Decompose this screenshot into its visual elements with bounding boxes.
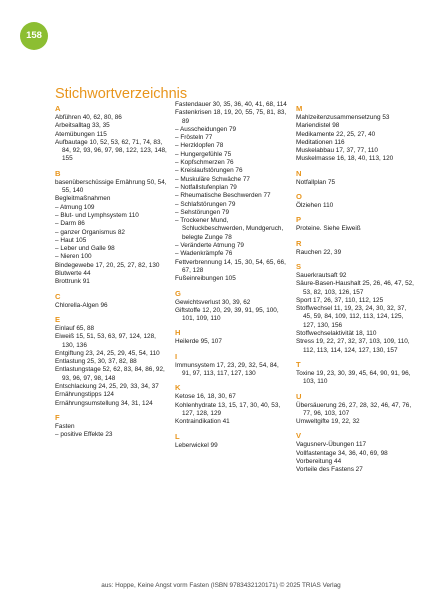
index-section	[296, 215, 414, 233]
section-letter: O	[296, 192, 302, 202]
index-entry: Aufbautage 10, 52, 53, 62, 71, 74, 83, 84, 92, 93, 96, 97, 98, 122, 123, 148, 155	[55, 138, 167, 163]
index-subentry: – Frösteln 77	[175, 134, 213, 142]
index-entry: Vagusnerv-Übungen 117	[296, 441, 367, 449]
index-subentry: – Schlafstörungen 79	[175, 200, 236, 208]
index-section	[296, 104, 414, 164]
index-entry: Chlorella-Algen 96	[55, 301, 108, 309]
index-entry: Einlauf 65, 88	[55, 324, 95, 332]
index-entry: Immunsystem 17, 23, 29, 32, 54, 84, 91, 97, 113, 117, 127, 130	[175, 361, 279, 378]
index-entry: Muskelmasse 16, 18, 40, 113, 120	[296, 155, 394, 163]
index-entry: Proteine. Siehe Eiweiß	[296, 225, 361, 233]
index-section	[175, 383, 287, 426]
index-subentry: – Trockener Mund, Schluckbeschwerden, Mundgeruch, belegte Zunge 78	[175, 217, 284, 241]
index-entry: Übersäuerung 26, 27, 28, 32, 46, 47, 76, 77, 96, 103, 107	[296, 401, 412, 417]
index-subentry: – Leber und Galle 98	[55, 245, 115, 253]
index-section	[175, 101, 287, 284]
index-entry: Entgiftung 23, 24, 25, 29, 45, 54, 110	[55, 349, 160, 357]
index-section	[296, 169, 414, 187]
index-entry: Rauchen 22, 39	[296, 248, 342, 256]
index-entry: Sport 17, 26, 37, 110, 112, 125	[296, 296, 384, 304]
index-entry: Abführen 40, 62, 80, 86	[55, 114, 122, 121]
index-subentry: – Veränderte Atmung 79	[175, 242, 244, 250]
index-subentry: – Atmung 109	[55, 203, 95, 211]
index-entry: Mariendistel 98	[296, 122, 340, 130]
index-entry: Atemübungen 115	[55, 130, 107, 138]
index-section	[296, 431, 414, 474]
index-entry: Fasten	[55, 422, 75, 430]
index-section	[55, 169, 167, 287]
index-section	[55, 413, 167, 440]
section-letter: U	[296, 391, 302, 401]
index-entry: Blutwerte 44	[55, 270, 91, 278]
index-column-2	[175, 101, 287, 455]
section-letter: I	[175, 351, 178, 361]
index-section	[296, 239, 414, 257]
index-entry: Entlastungstage 52, 62, 83, 84, 86, 92, 93, 96, 97, 98, 148	[55, 366, 165, 382]
index-subentry: – Darm 86	[55, 220, 85, 228]
index-entry: basenüberschüssige Ernährung 50, 54, 55, 140	[55, 178, 167, 195]
index-subentry: – Herzklopfen 78	[175, 142, 224, 150]
section-letter: B	[55, 168, 61, 178]
index-subentry: – Nieren 100	[55, 253, 92, 261]
index-entry: Säure-Basen-Haushalt 25, 26, 46, 47, 52, 53, 82, 103, 126, 157	[296, 280, 414, 296]
index-subentry: – Ausscheidungen 79	[175, 125, 237, 133]
index-column-1	[55, 101, 167, 445]
section-letter: L	[175, 431, 180, 441]
index-subentry: – Kopfschmerzen 76	[175, 159, 234, 167]
index-entry: Begleitmaßnahmen	[55, 195, 111, 203]
index-entry: Umweltgifte 19, 22, 32	[296, 418, 360, 426]
section-letter: R	[296, 238, 302, 248]
section-letter: A	[55, 104, 61, 113]
index-entry: Vollfastentage 34, 36, 40, 69, 98	[296, 449, 388, 457]
section-letter: P	[296, 215, 302, 225]
section-letter: M	[296, 104, 303, 113]
index-entry: Muskelabbau 17, 37, 77, 110	[296, 147, 378, 155]
index-entry: Fastendauer 30, 35, 36, 40, 41, 68, 114	[175, 101, 287, 108]
index-entry: Sauerkrautsaft 92	[296, 271, 347, 279]
index-section	[296, 262, 414, 355]
page-number-badge: 158	[20, 22, 48, 50]
index-subentry: – Blut- und Lymphsystem 110	[55, 211, 139, 219]
index-entry: Stress 19, 22, 27, 32, 37, 103, 109, 110, 112, 113, 114, 124, 127, 130, 157	[296, 338, 410, 354]
index-entry: Kohlenhydrate 13, 15, 17, 30, 40, 53, 127, 128, 129	[175, 401, 281, 417]
index-entry: Leberwickel 99	[175, 441, 218, 449]
index-entry: Ernährungstipps 124	[55, 391, 114, 399]
index-subentry: – Rheumatische Beschwerden 77	[175, 192, 271, 200]
index-entry: Kontraindikation 41	[175, 418, 230, 426]
index-subentry: – Haut 105	[55, 236, 87, 244]
index-section	[175, 328, 287, 346]
index-subentry: – ganzer Organismus 82	[55, 228, 125, 236]
index-subentry: – Notfallstufenplan 79	[175, 183, 237, 191]
index-entry: Arbeitsalltag 33, 35	[55, 122, 110, 130]
section-letter: E	[55, 314, 61, 324]
section-letter: G	[175, 288, 181, 298]
index-entry: Ketose 16, 18, 30, 67	[175, 393, 236, 401]
index-section	[175, 352, 287, 379]
index-entry: Vorteile des Fastens 27	[296, 466, 363, 474]
page-title: Stichwortverzeichnis	[55, 86, 188, 102]
index-section	[55, 104, 167, 164]
index-entry: Mahlzeitenzusammensetzung 53	[296, 114, 390, 121]
index-section	[296, 192, 414, 210]
index-section	[175, 432, 287, 450]
index-entry: Eiweiß 15, 51, 53, 63, 97, 124, 128, 130, 136	[55, 333, 156, 349]
section-letter: S	[296, 261, 302, 271]
index-entry: Fußeinreibungen 105	[175, 275, 236, 283]
index-entry: Ölziehen 110	[296, 202, 334, 210]
index-entry: Toxine 19, 23, 30, 39, 45, 64, 90, 91, 96, 103, 110	[296, 369, 411, 386]
section-letter: H	[175, 328, 181, 338]
index-entry: Stoffwechselaktivität 18, 110	[296, 330, 377, 338]
index-entry: Medikamente 22, 25, 27, 40	[296, 130, 376, 138]
index-entry: Heilerde 95, 107	[175, 338, 222, 346]
index-entry: Bindegewebe 17, 20, 25, 27, 82, 130	[55, 261, 160, 269]
index-subentry: – Wadenkrämpfe 76	[175, 250, 233, 258]
index-section	[55, 292, 167, 310]
index-subentry: – Kreislaufstörungen 76	[175, 167, 243, 175]
index-entry: Ernährungsumstellung 34, 31, 124	[55, 399, 153, 407]
index-entry: Entlastung 25, 30, 37, 82, 88	[55, 358, 137, 366]
index-entry: Gewichtsverlust 30, 39, 62	[175, 298, 251, 306]
index-entry: Brottrunk 91	[55, 278, 90, 286]
section-letter: V	[296, 431, 302, 441]
index-section	[55, 315, 167, 408]
index-entry: Fettverbrennung 14, 15, 30, 54, 65, 66, 67, 128	[175, 258, 286, 274]
index-entry: Entschlackung 24, 25, 29, 33, 34, 37	[55, 383, 159, 391]
index-subentry: – Muskuläre Schwäche 77	[175, 175, 250, 183]
source-footer: aus: Hoppe, Keine Angst vorm Fasten (ISBN 9783432120171) © 2025 TRIAS Verlag	[101, 582, 341, 589]
index-section	[296, 360, 414, 387]
index-entry: Fastenkrisen 18, 19, 20, 55, 75, 81, 83, 89	[175, 109, 287, 125]
section-letter: N	[296, 168, 302, 178]
index-subentry: – Sehstörungen 79	[175, 208, 230, 216]
index-section	[296, 392, 414, 427]
section-letter: T	[296, 359, 301, 369]
index-entry: Meditationen 116	[296, 138, 345, 146]
index-entry: Giftstoffe 12, 20, 29, 39, 91, 95, 100, 101, 109, 110	[175, 306, 279, 323]
index-subentry: – positive Effekte 23	[55, 431, 113, 439]
index-entry: Notfallplan 75	[296, 178, 336, 186]
section-letter: C	[55, 291, 61, 301]
index-entry: Vorbereitung 44	[296, 458, 342, 466]
index-entry: Stoffwechsel 11, 19, 23, 24, 30, 32, 37, 45, 59, 84, 109, 112, 113, 124, 125, 127, 130, 156	[296, 305, 407, 329]
index-subentry: – Hungergefühle 75	[175, 150, 232, 158]
section-letter: K	[175, 383, 181, 393]
section-letter: F	[55, 412, 60, 422]
index-column-3	[296, 101, 414, 480]
index-section	[175, 289, 287, 324]
